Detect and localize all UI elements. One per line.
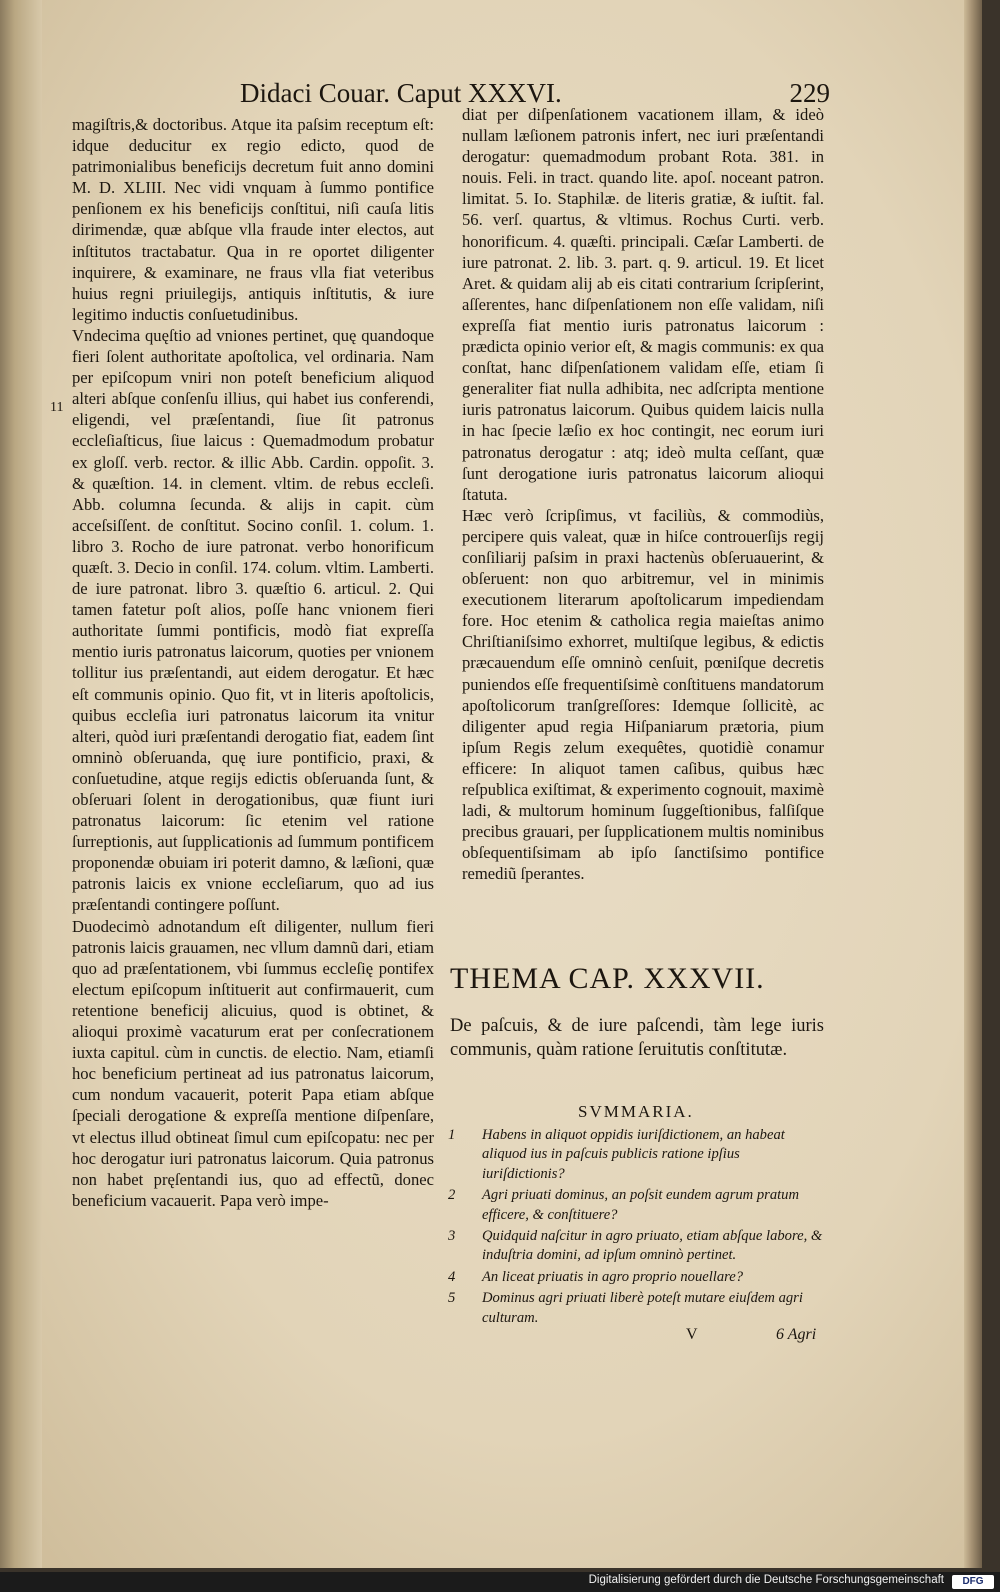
- left-text-column: [72, 114, 434, 1211]
- page-binding-edge: [0, 0, 42, 1568]
- left-paragraph-3: Duodecimò adnotandum eſt diligenter, nullum fieri patronis laicis grauamen, nec vllum damnũ dari, etiam quo ad præſentationem, vbi ſummus eccleſię pontifex electum epiſcopum inſtituerit aut confirmauerit, cum retentione beneficij alicuius, quod is obtinet, & alioqui proximè vacaturum erat per conſecrationem iuxta capitul. cùm in cunctis. de electio. Nam, etiamſi hoc beneficium pertineat ad ius patronatus laicorum, cum nondum vacauerit, poterit Papa etiam abſque ſpeciali derogatione & expreſſa mentione diſpenſare, vt electus illud obtineat ſimul cum epiſcopatu: nec per hoc derogatur iuri patronatus laicorum. Quia patronus non habet pręſentandi ius, quo ad effectũ, donec beneficium vacauerit. Papa verò impe-: [72, 916, 434, 1210]
- summaria-item: [448, 1289, 826, 1328]
- signature-mark: V: [686, 1326, 698, 1343]
- summaria-item-text: Dominus agri priuati liberè poteſt mutare eiuſdem agri culturam.: [482, 1290, 803, 1326]
- summaria-list: [448, 1126, 826, 1330]
- margin-note-number: 11: [50, 400, 64, 415]
- right-text-column: [462, 104, 824, 884]
- right-paragraph-1: diat per diſpenſationem vacationem illam, & ideò nullam læſionem patronis infert, nec iuri præſentandi derogatur: quemadmodum probant Rota. 381. in nouis. Feli. in tract. quando lite. apoſ. noceant patron. limitat. 5. Io. Staphilæ. de literis gratiæ, & iuſtit. fal. 56. verſ. quartus, & vltimus. Rochus Curti. verb. honorificum. 4. quæſti. principali. Cæſar Lamberti. de iure patronat. 2. lib. 3. part. q. 9. articul. 19. Et licet Aret. & quidam alij ab eis citati contrarium ſcripſerint, aſſerentes, hanc diſpenſationem non eſſe validam, niſi expreſſa fiat mentio iuris patronatus laicorum : prædicta opinio verior eſt, & magis communis: ex qua conſtat, hanc diſpenſationem validam eſſe, etiam ſi generaliter fiat nulla adhibita, nec adſcripta mentione iuris patronatus laicorum. Quibus quidem laicis nulla in hac ſpecie læſio ex hoc contingit, nec eorum iuri patronatus derogatur : atq; ideò multa ceſſant, quæ ſunt derogatione iuris patronatus laicorum alioqui ſtatuta.: [462, 105, 824, 504]
- summaria-heading: SVMMARIA.: [578, 1102, 694, 1121]
- catchword: 6 Agri: [776, 1326, 817, 1343]
- left-paragraph-1: magiſtris,& doctoribus. Atque ita paſsim receptum eſt: idque deducitur ex regio edicto, quod de patrimonialibus beneficijs decretum fuit anno domini M. D. XLIII. Nec vidi vnquam à ſummo pontifice penſionem ex his beneficijs conſtitui, niſi cauſa litis dirimendæ, quæ abſque vlla fraude inter electos, aut inſtitutos tractabatur. Qua in re oportet diligenter inquirere, & examinare, ne fraus vlla fiat veteribus huius regni priuilegijs, antiquis inſtitutis, & iure legitimo inductis conſuetudinibus.: [72, 115, 434, 324]
- summaria-item-text: Quidquid naſcitur in agro priuato, etiam abſque labore, & induſtria domini, ad ipſum omninò pertinet.: [482, 1228, 823, 1264]
- running-head-title: Didaci Couar. Caput XXXVI.: [240, 78, 562, 108]
- summaria-item: [448, 1186, 826, 1225]
- summaria-item: [448, 1227, 826, 1266]
- summaria-item: [448, 1126, 826, 1184]
- summaria-item-number: 2: [448, 1187, 456, 1204]
- page-right-edge: [964, 0, 982, 1568]
- funding-notice: Digitalisierung gefördert durch die Deutsche Forschungsgemeinschaft: [588, 1574, 944, 1586]
- right-paragraph-2: Hæc verò ſcripſimus, vt faciliùs, & commodiùs, percipere quis valeat, quæ in hiſce controuerſijs regij conſiliarij paſsim in praxi hactenùs obſeruauerint, & obſeruent: non quo arbitremur, vel in minimis executionem literarum apoſtolicarum impediendam fore. Hoc etenim & catholica regia maieſtas animo Chriſtianiſsimo exhorret, multiſque legibus, & edictis præcauendum eſſe omninò cenſuit, pœniſque decretis puniendos eſſe frequentiſsimè conſtituens mandatorum apoſtolicorum tranſgreſſores: Idemque ſollicitè, ac diligenter apud regia Hiſpaniarum prætoria, pium ipſum Regis zelum exequêtes, quotidiè conamur efficere: In aliquot tamen caſibus, quibus hæc reſpublica exiſtimat, & experimento cognouit, maximè ladi, & multorum hominum ſuggeſtionibus, falſiſque precibus grauari, per ſupplicationem multis nominibus obſequentiſsimam ab ipſo ſanctiſsimo pontifice remediũ ſperantes.: [462, 505, 824, 884]
- dfg-logo[interactable]: DFG: [952, 1575, 994, 1589]
- chapter-subtitle: De paſcuis, & de iure paſcendi, tàm lege iuris communis, quàm ratione ſeruitutis conſtitutæ.: [450, 1016, 824, 1060]
- left-paragraph-2: Vndecima quęſtio ad vniones pertinet, quę quandoque fieri ſolent authoritate apoſtolica, vel ordinaria. Nam per epiſcopum vniri non poteſt beneficium aliquod alteri abſque conſenſu illius, qui habet ius conferendi, eligendi, vel præſentandi, ſiue ſit patronus eccleſiaſticus, ſiue laicus : Quemadmodum probatur ex gloſſ. verb. rector. & illic Abb. Cardin. oppoſit. 3. & quæſtion. 14. in clement. vltim. de rebus eccleſi. Abb. columna ſecunda. & alijs in capit. cùm acceſsiſſent. de conſtitut. Socino conſil. 1. colum. 1. libro 3. Rocho de iure patronat. verbo honorificum quæſt. 3. Decio in conſil. 174. colum. vltim. Lamberti. de iure patronat. libro 3. quæſtio 6. articul. 2. Qui tamen fatetur poſt alios, poſſe hanc vnionem fieri authoritate ſummi pontificis, modò fiat expreſſa mentio iuris patronatus laicorum, quoties per vnionem tollitur ius præſentandi, aut eidem derogatur. Et hæc eſt communis opinio. Quo fit, vt in literis apoſtolicis, quibus eccleſia iuri patronatus laicorum ita vnitur alteri, quòd iuri præſentandi derogatio fiat, eadem ſint omninò obſeruanda, quę iure pontificio, praxi, & conſuetudine, atque regijs edictis obſeruanda ſunt, & obſeruari ſolent in derogationibus, quæ fiunt iuri patronatus laicorum: ſic etenim vel ratione ſurreptionis, aut ſupplicationis ad ſummum pontificem proponendæ obuiam iri poterit damno, & læſioni, quæ patronis laicis ex vnione eccleſiarum, quo ad ius præſentandi contingere poſſunt.: [72, 325, 434, 915]
- summaria-item-number: 4: [448, 1268, 456, 1285]
- chapter-heading: THEMA CAP. XXXVII.: [450, 962, 765, 995]
- summaria-item-text: Habens in aliquot oppidis iuriſdictionem, an habeat aliquod ius in paſcuis publicis ratione ipſius iuriſdictionis?: [482, 1127, 785, 1182]
- summaria-item-number: 1: [448, 1127, 456, 1143]
- summaria-item-number: 3: [448, 1228, 456, 1245]
- summaria-item-text: Agri priuati dominus, an poſsit eundem agrum pratum efficere, & conſtituere?: [482, 1187, 800, 1223]
- digitization-footer: [0, 1572, 1000, 1592]
- summaria-item-number: 5: [448, 1290, 456, 1307]
- summaria-item: [448, 1268, 826, 1287]
- page-number: 229: [789, 78, 830, 108]
- summaria-item-text: An liceat priuatis in agro proprio nouellare?: [482, 1268, 744, 1285]
